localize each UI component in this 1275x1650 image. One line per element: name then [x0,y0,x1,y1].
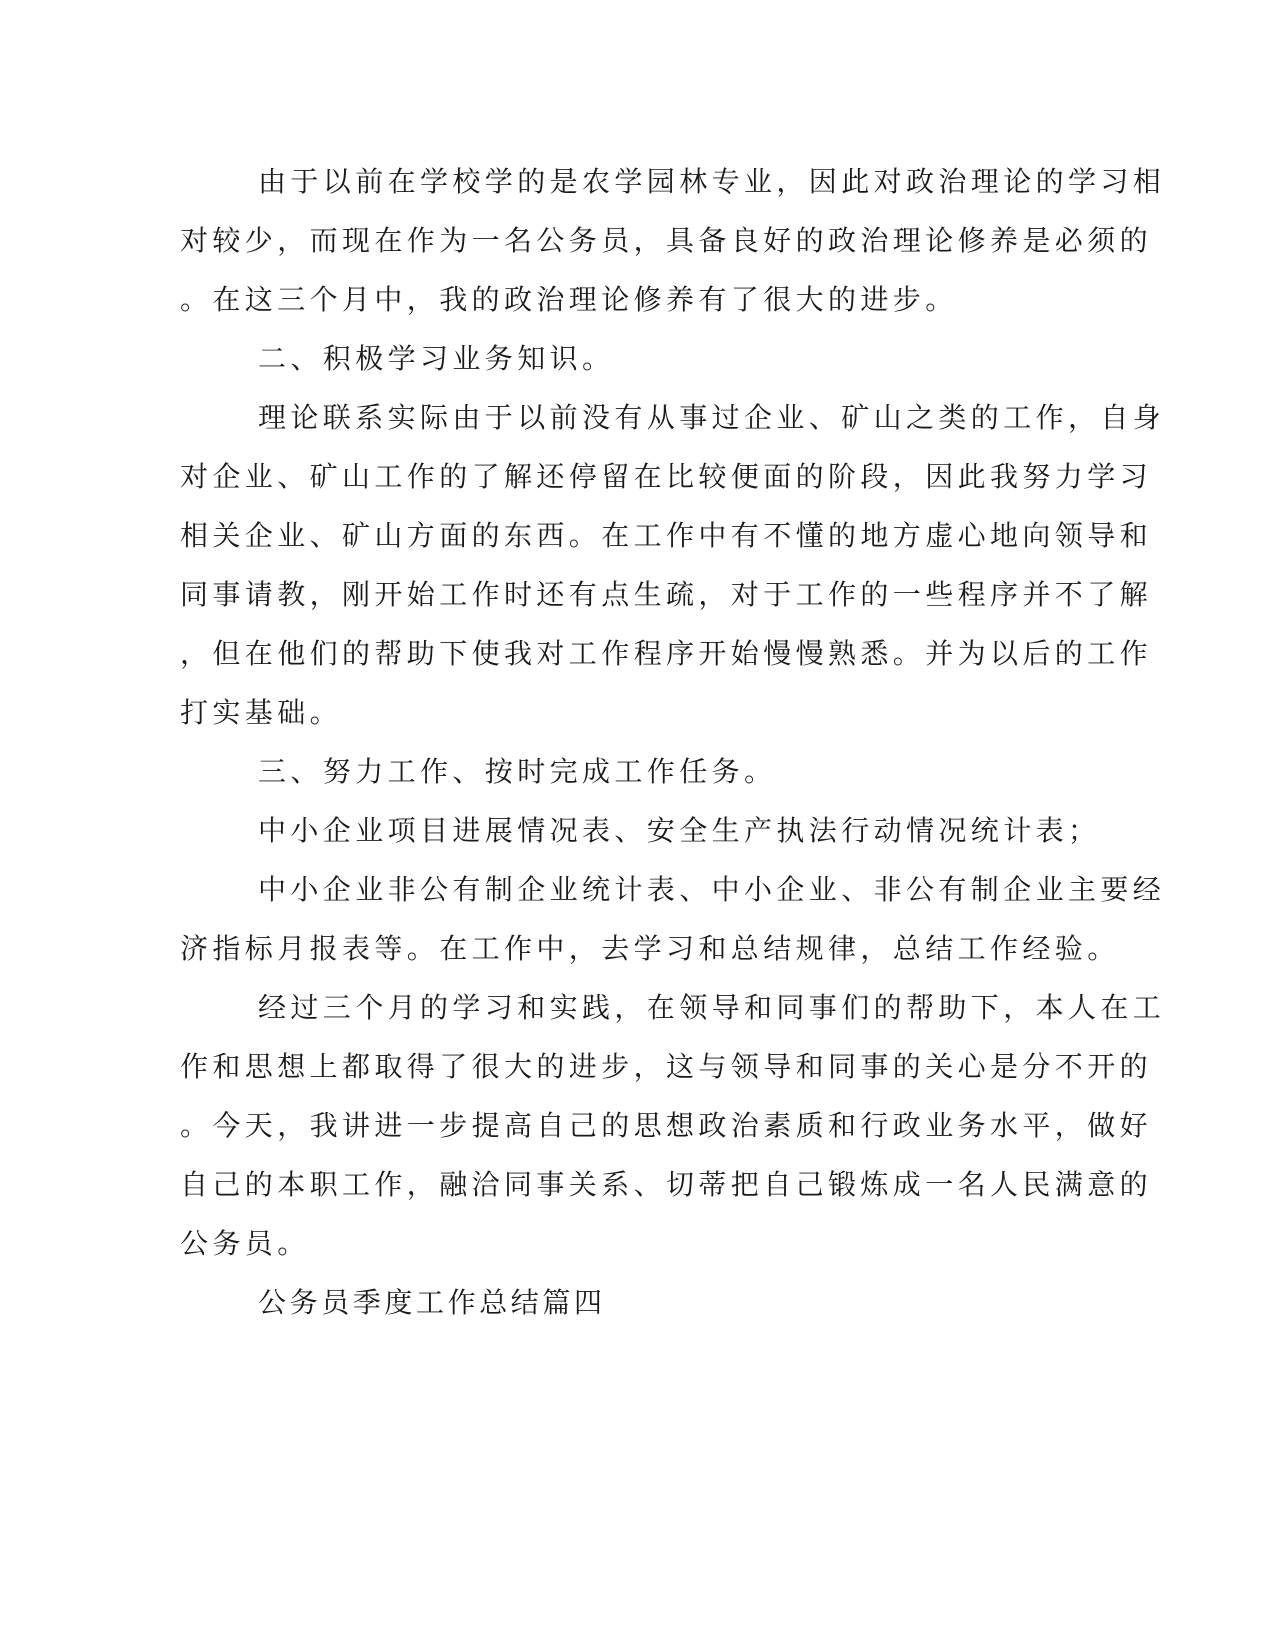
paragraph-line: 对较少，而现在作为一名公务员，具备良好的政治理论修养是必须的 [180,224,1153,257]
paragraph-line: 由于以前在学校学的是农学园林专业，因此对政治理论的学习相 [258,165,1166,198]
paragraph-line: 作和思想上都取得了很大的进步，这与领导和同事的关心是分不开的 [180,1050,1153,1083]
paragraph-line: 相关企业、矿山方面的东西。在工作中有不懂的地方虚心地向领导和 [180,519,1153,552]
paragraph-line: 。今天，我讲进一步提高自己的思想政治素质和行政业务水平，做好 [180,1109,1153,1142]
section-heading: 二、积极学习业务知识。 [258,342,615,375]
paragraph-line: 打实基础。 [180,696,343,729]
section-heading: 三、努力工作、按时完成工作任务。 [258,755,777,788]
paragraph-line: 理论联系实际由于以前没有从事过企业、矿山之类的工作，自身 [258,401,1166,434]
paragraph-line: 中小企业项目进展情况表、安全生产执法行动情况统计表； [258,814,1101,847]
paragraph-line: ，但在他们的帮助下使我对工作程序开始慢慢熟悉。并为以后的工作 [180,637,1153,670]
paragraph-line: 同事请教，刚开始工作时还有点生疏，对于工作的一些程序并不了解 [180,578,1153,611]
paragraph-line: 对企业、矿山工作的了解还停留在比较便面的阶段，因此我努力学习 [180,460,1153,493]
paragraph-line: 济指标月报表等。在工作中，去学习和总结规律，总结工作经验。 [180,932,1120,965]
paragraph-line: 自己的本职工作，融洽同事关系、切蒂把自己锻炼成一名人民满意的 [180,1168,1153,1201]
paragraph-line: 中小企业非公有制企业统计表、中小企业、非公有制企业主要经 [258,873,1166,906]
paragraph-line: 经过三个月的学习和实践，在领导和同事们的帮助下，本人在工 [258,991,1166,1024]
paragraph-line: 公务员。 [180,1227,310,1260]
paragraph-line: 。在这三个月中，我的政治理论修养有了很大的进步。 [180,283,958,316]
section-title: 公务员季度工作总结篇四 [258,1286,606,1319]
